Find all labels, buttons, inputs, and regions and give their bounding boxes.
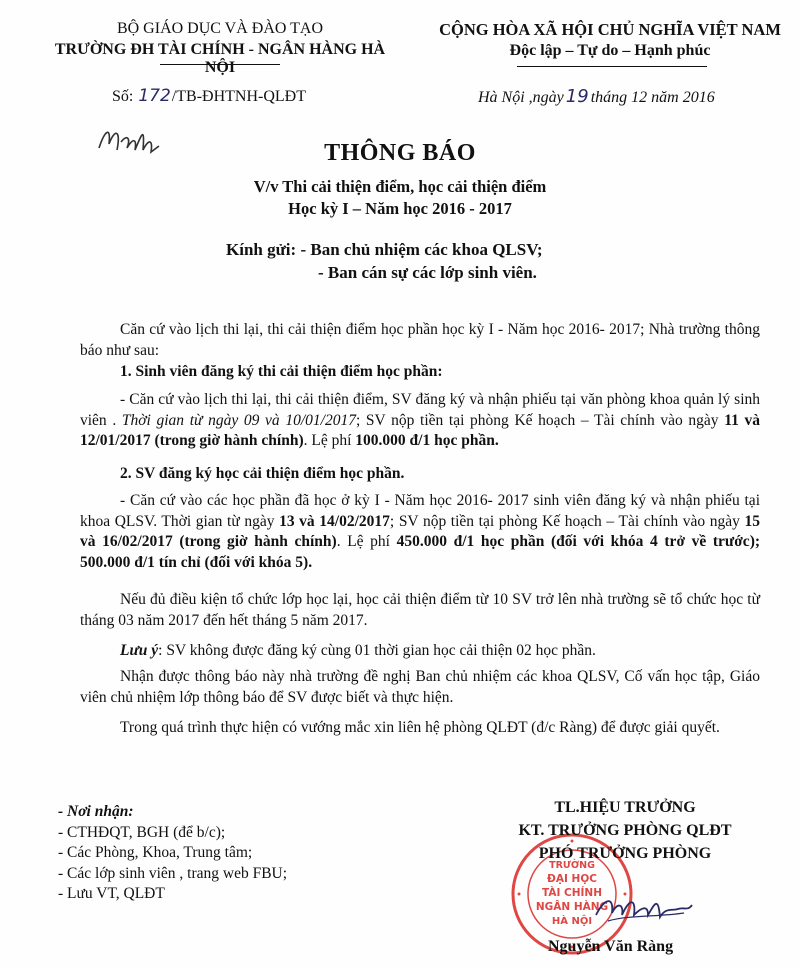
header-divider-left xyxy=(160,64,280,65)
document-title: THÔNG BÁO xyxy=(324,140,476,166)
signer-name: Nguyễn Văn Ràng xyxy=(548,938,674,955)
note-paragraph: Lưu ý: SV không được đăng ký cùng 01 thời gian học cải thiện 02 học phần. xyxy=(120,642,596,659)
number-suffix: /TB-ĐHTNH-QLĐT xyxy=(171,88,306,105)
intro-paragraph: Căn cứ vào lịch thi lại, thi cải thiện điểm học phần học kỳ I - Năm học 2016- 2017; Nhà trường thông báo như sau: xyxy=(80,321,760,359)
recipient-item: - Các lớp sinh viên , trang web FBU; xyxy=(58,864,288,882)
recipient-item: - CTHĐQT, BGH (để b/c); xyxy=(58,823,226,841)
stamp-text-2: ĐẠI HỌC xyxy=(547,873,597,885)
document-term: Học kỳ I – Năm học 2016 - 2017 xyxy=(288,199,512,218)
addressee-line-1: Kính gửi: - Ban chủ nhiệm các khoa QLSV; xyxy=(226,240,543,259)
school-name: TRƯỜNG ĐH TÀI CHÍNH - NGÂN HÀNG HÀ NỘI xyxy=(54,41,386,76)
date-suffix: tháng 12 năm 2016 xyxy=(590,89,715,106)
signature-title-2: KT. TRƯỞNG PHÒNG QLĐT xyxy=(518,822,732,839)
request-paragraph: Nhận được thông báo này nhà trường đề nghị Ban chủ nhiệm các khoa QLSV, Cố vấn học tập, Giáo viên chủ nhiệm lớp thông báo để SV được biết và thực hiện. xyxy=(80,668,760,706)
national-motto: Độc lập – Tự do – Hạnh phúc xyxy=(509,42,711,59)
recipient-item: - Lưu VT, QLĐT xyxy=(58,885,165,902)
stamp-text-3: TÀI CHÍNH xyxy=(541,887,603,899)
number-value: 172 xyxy=(138,86,171,106)
condition-paragraph: Nếu đủ điều kiện tổ chức lớp học lại, học cải thiện điểm từ 10 SV trở lên nhà trường sẽ tổ chức học từ tháng 03 năm 2017 đến hết tháng 5 năm 2017. xyxy=(80,591,760,629)
recipient-item: - Các Phòng, Khoa, Trung tâm; xyxy=(58,844,253,861)
section-1-paragraph: - Căn cứ vào lịch thi lại, thi cải thiện điểm, SV đăng ký và nhận phiếu tại văn phòng khoa quản lý sinh viên . Thời gian từ ngày 09 và 10/01/2017; SV nộp tiền tại phòng Kế hoạch – Tài chính vào ngày 11 và 12/01/2017 (trong giờ hành chính). Lệ phí 100.000 đ/1 học phần. xyxy=(80,391,761,449)
header-divider-right xyxy=(517,66,707,67)
signature-title-3: PHÓ TRƯỞNG PHÒNG xyxy=(538,845,712,862)
country-name: CỘNG HÒA XÃ HỘI CHỦ NGHĨA VIỆT NAM xyxy=(439,20,781,39)
note-label: Lưu ý xyxy=(120,642,159,659)
stamp-text-1: TRƯỜNG xyxy=(549,860,595,871)
section-1-heading: 1. Sinh viên đăng ký thi cải thiện điểm học phần: xyxy=(120,363,443,380)
section-2-paragraph: - Căn cứ vào các học phần đã học ở kỳ I - Năm học 2016- 2017 sinh viên đăng ký và nhận phiếu tại khoa QLSV. Thời gian từ ngày 13 và 14/02/2017; SV nộp tiền tại phòng Kế hoạch – Tài chính vào ngày 15 và 16/02/2017 (trong giờ hành chính). Lệ phí 450.000 đ/1 học phần (đối với khóa 4 trở về trước); 500.000 đ/1 tín chỉ (đối với khóa 5). xyxy=(80,492,761,571)
document-number xyxy=(112,86,306,106)
addressee-line-2: - Ban cán sự các lớp sinh viên. xyxy=(318,263,537,282)
date-day: 19 xyxy=(565,86,589,107)
recipients-list xyxy=(58,802,287,905)
stamp-text-5: HÀ NỘI xyxy=(551,916,593,927)
contact-paragraph: Trong quá trình thực hiện có vướng mắc xin liên hệ phòng QLĐT (đ/c Ràng) để được giải quyết. xyxy=(120,719,720,736)
date-prefix: Hà Nội ,ngày xyxy=(478,89,564,106)
ministry-name: BỘ GIÁO DỤC VÀ ĐÀO TẠO xyxy=(116,20,324,37)
number-prefix: Số: xyxy=(112,88,138,105)
recipients-label: - Nơi nhận: xyxy=(58,803,134,820)
section-2-heading: 2. SV đăng ký học cải thiện điểm học phần. xyxy=(120,465,405,482)
signature-title-1: TL.HIỆU TRƯỞNG xyxy=(554,799,696,816)
document-date xyxy=(478,86,715,107)
stamp-text-4: NGÂN HÀNG xyxy=(535,901,609,913)
document-subject: V/v Thi cải thiện điểm, học cải thiện điểm xyxy=(253,177,547,196)
handwritten-signature xyxy=(588,885,698,930)
